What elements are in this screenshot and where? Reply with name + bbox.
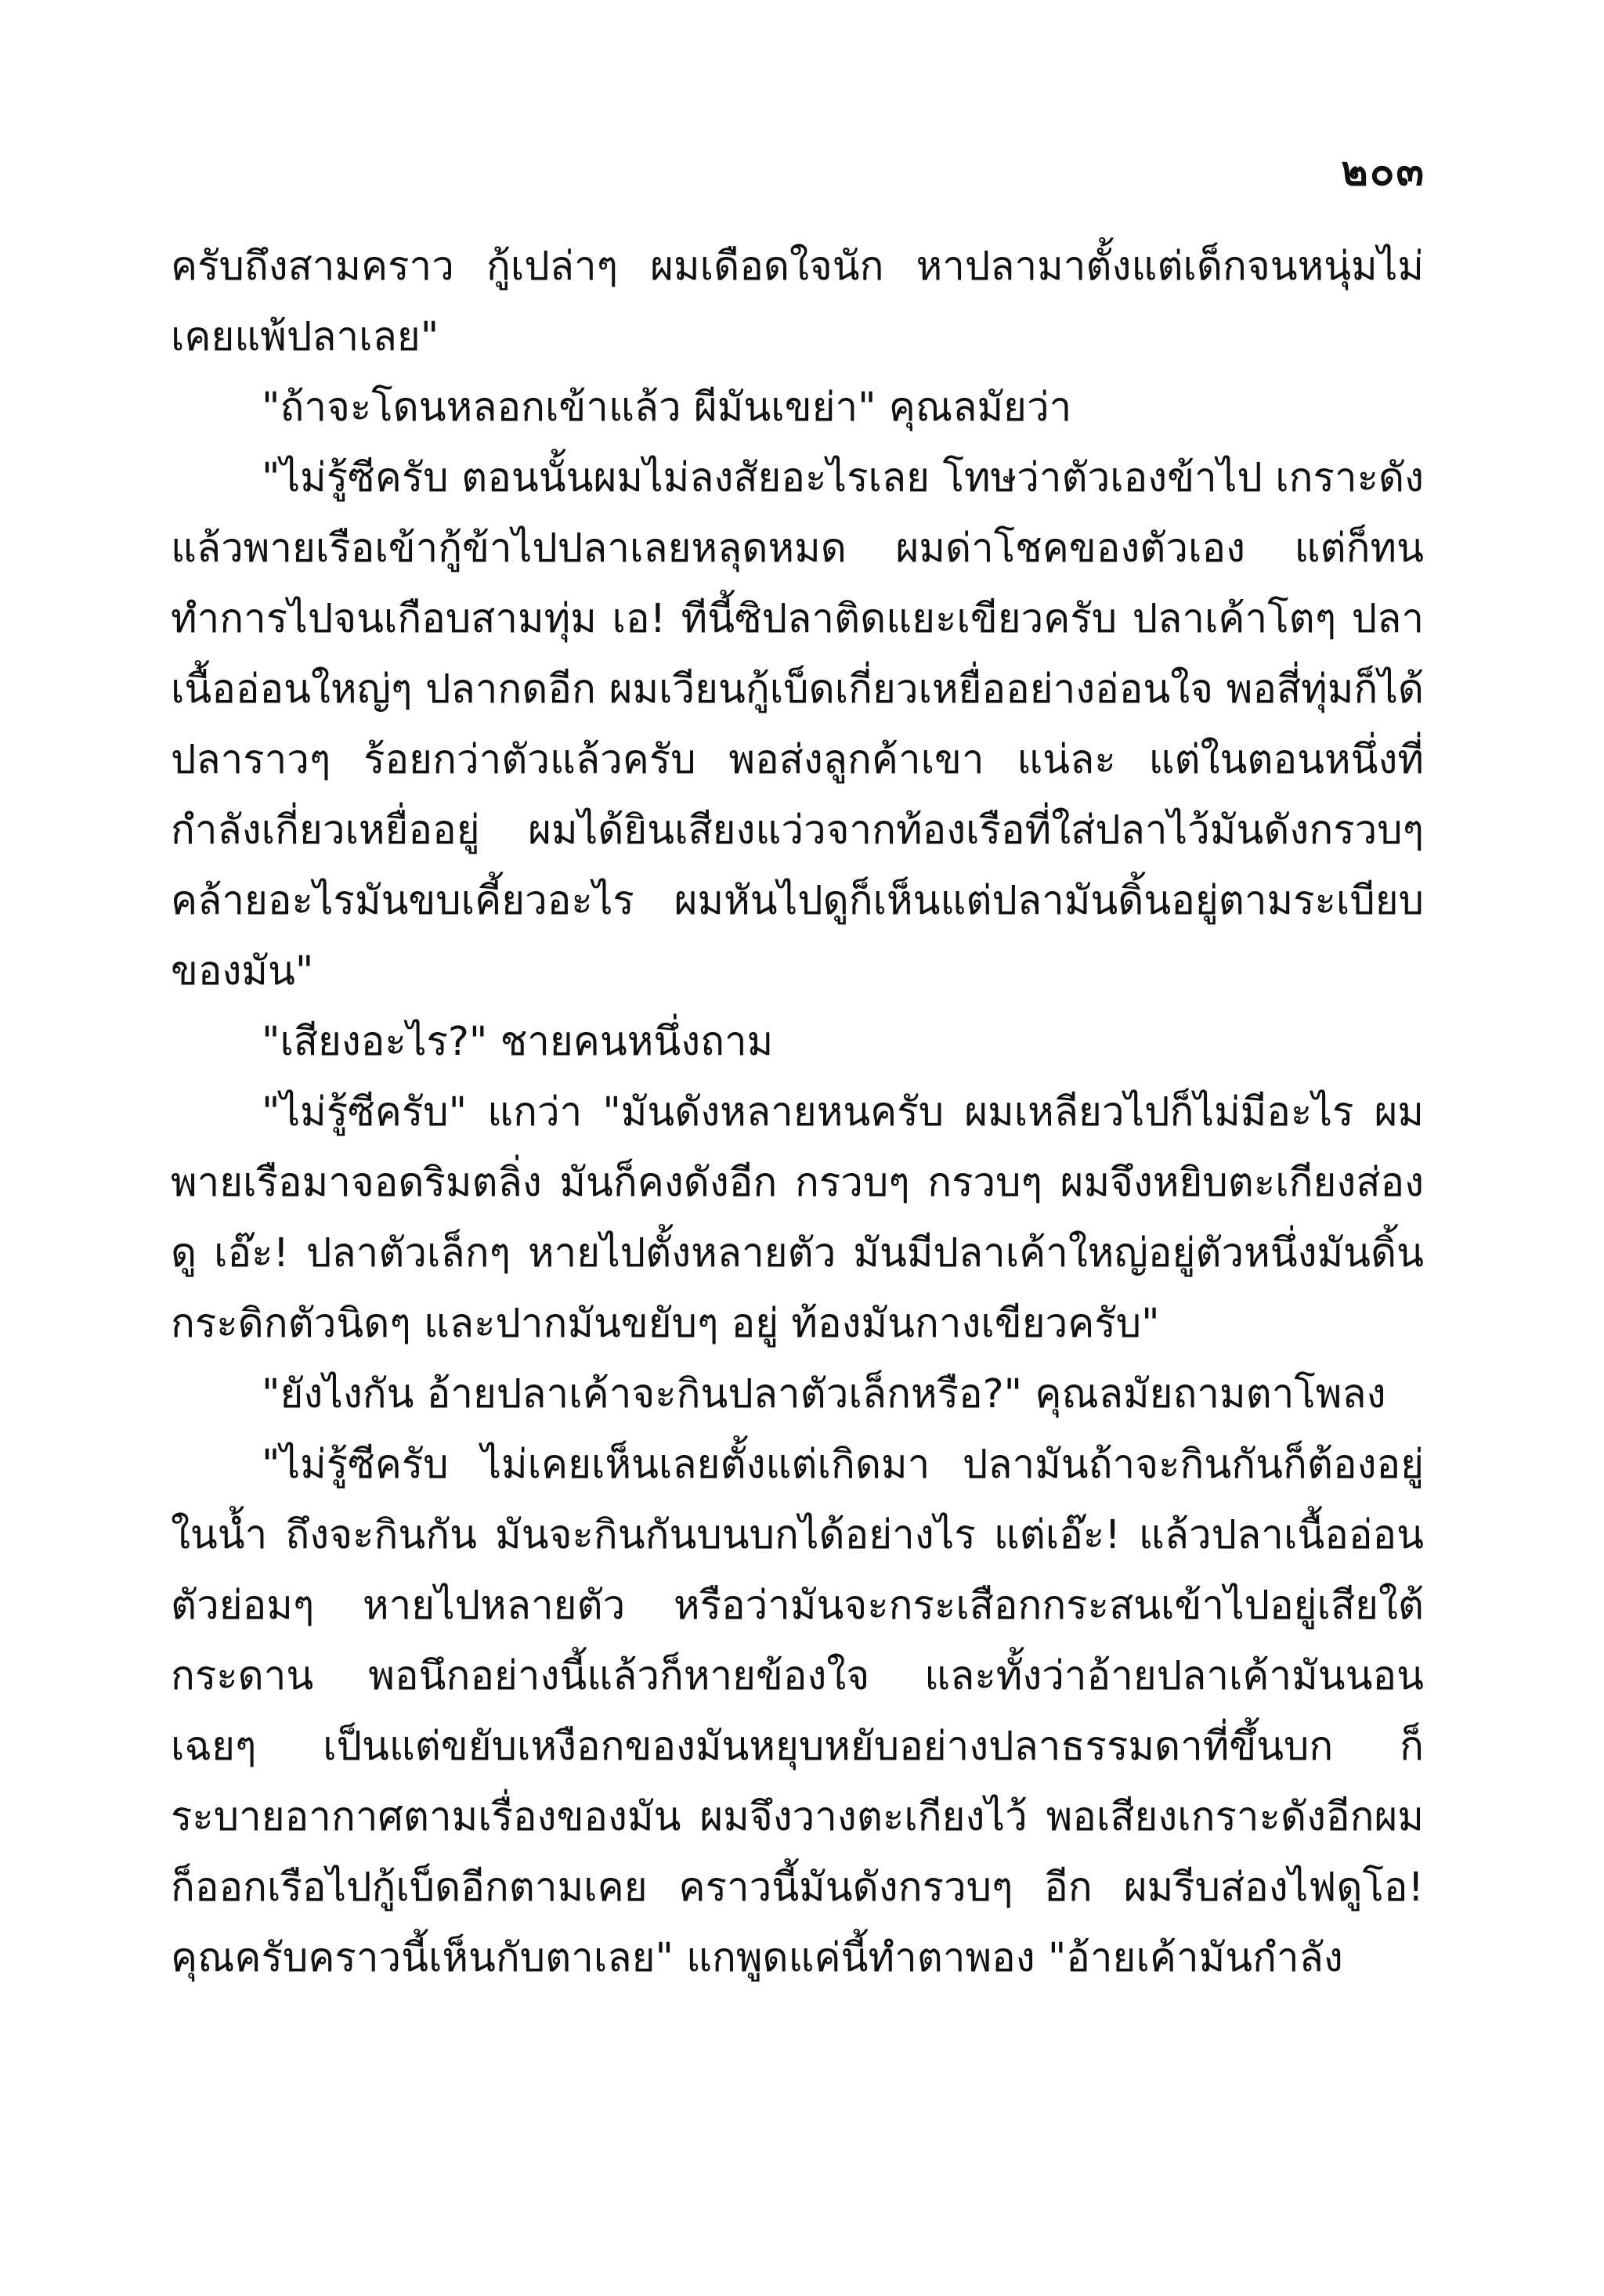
paragraph-6: "ยังไงกัน อ้ายปลาเค้าจะกินปลาตัวเล็กหรือ?" คุณลมัยถามตาโพลง bbox=[262, 1371, 1386, 1417]
paragraph-5: "ไม่รู้ซีครับ" แกว่า "มันดังหลายหนครับ ผมเหลียวไปก็ไม่มีอะไร ผมพายเรือมาจอดริมตลิ่ง มันก็คงดังอีก กรวบๆ กรวบๆ ผมจึงหยิบตะเกียงส่องดู เอ๊ะ! ปลาตัวเล็กๆ หายไปตั้งหลายตัว มันมีปลาเค้าใหญ่อยู่ตัวหนึ่งมันดิ้นกระดิกตัวนิดๆ และปากมันขยับๆ อยู่ ท้องมันกางเขียวครับ" bbox=[171, 1089, 1424, 1347]
paragraph-1: ครับถึงสามคราว กู้เปล่าๆ ผมเดือดใจนัก หาปลามาตั้งแต่เด็กจนหนุ่มไม่เคยแพ้ปลาเลย" bbox=[171, 244, 1424, 360]
page-number: ๒๐๓ bbox=[1341, 148, 1425, 195]
paragraph-7: "ไม่รู้ซีครับ ไม่เคยเห็นเลยตั้งแต่เกิดมา ปลามันถ้าจะกินกันก็ต้องอยู่ในน้ำ ถึงจะกินกัน มันจะกินกันบนบกได้อย่างไร แต่เอ๊ะ! แล้วปลาเนื้ออ่อนตัวย่อมๆ หายไปหลายตัว หรือว่ามันจะกระเสือกกระสนเข้าไปอยู่เสียใต้กระดาน พอนึกอย่างนี้แล้วก็หายข้องใจ และทั้งว่าอ้ายปลาเค้ามันนอนเฉยๆ เป็นแต่ขยับเหงือกของมันหยุบหยับอย่างปลาธรรมดาที่ขึ้นบก ก็ระบายอากาศตามเรื่องของมัน ผมจึงวางตะเกียงไว้ พอเสียงเกราะดังอีกผมก็ออกเรือไปกู้เบ็ดอีกตามเคย คราวนี้มันดังกรวบๆ อีก ผมรีบส่องไฟดูโอ! คุณครับคราวนี้เห็นกับตาเลย" แกพูดแค่นี้ทำตาพอง "อ้ายเค้ามันกำลัง bbox=[171, 1442, 1424, 1981]
paragraph-3: "ไม่รู้ซีครับ ตอนนั้นผมไม่ลงสัยอะไรเลย โทษว่าตัวเองข้าไป เกราะดังแล้วพายเรือเข้ากู้ข้าไปปลาเลยหลุดหมด ผมด่าโชคของตัวเอง แต่ก็ทนทำการไปจนเกือบสามทุ่ม เอ! ทีนี้ซิปลาติดแยะเขียวครับ ปลาเค้าโตๆ ปลาเนื้ออ่อนใหญ่ๆ ปลากดอีก ผมเวียนกู้เบ็ดเกี่ยวเหยื่ออย่างอ่อนใจ พอสี่ทุ่มก็ได้ปลาราวๆ ร้อยกว่าตัวแล้วครับ พอส่งลูกค้าเขา แน่ละ แต่ในตอนหนึ่งที่กำลังเกี่ยวเหยื่ออยู่ ผมได้ยินเสียงแว่วจากท้องเรือที่ใส่ปลาไว้มันดังกรวบๆ คล้ายอะไรมันขบเคี้ยวอะไร ผมหันไปดูก็เห็นแต่ปลามันดิ้นอยู่ตามระเบียบของมัน" bbox=[171, 455, 1424, 995]
paragraph-4: "เสียงอะไร?" ชายคนหนึ่งถาม bbox=[262, 1019, 774, 1065]
paragraph-2: "ถ้าจะโดนหลอกเข้าแล้ว ผีมันเขย่า" คุณลมัยว่า bbox=[262, 384, 1072, 431]
body-text bbox=[171, 232, 1424, 1994]
